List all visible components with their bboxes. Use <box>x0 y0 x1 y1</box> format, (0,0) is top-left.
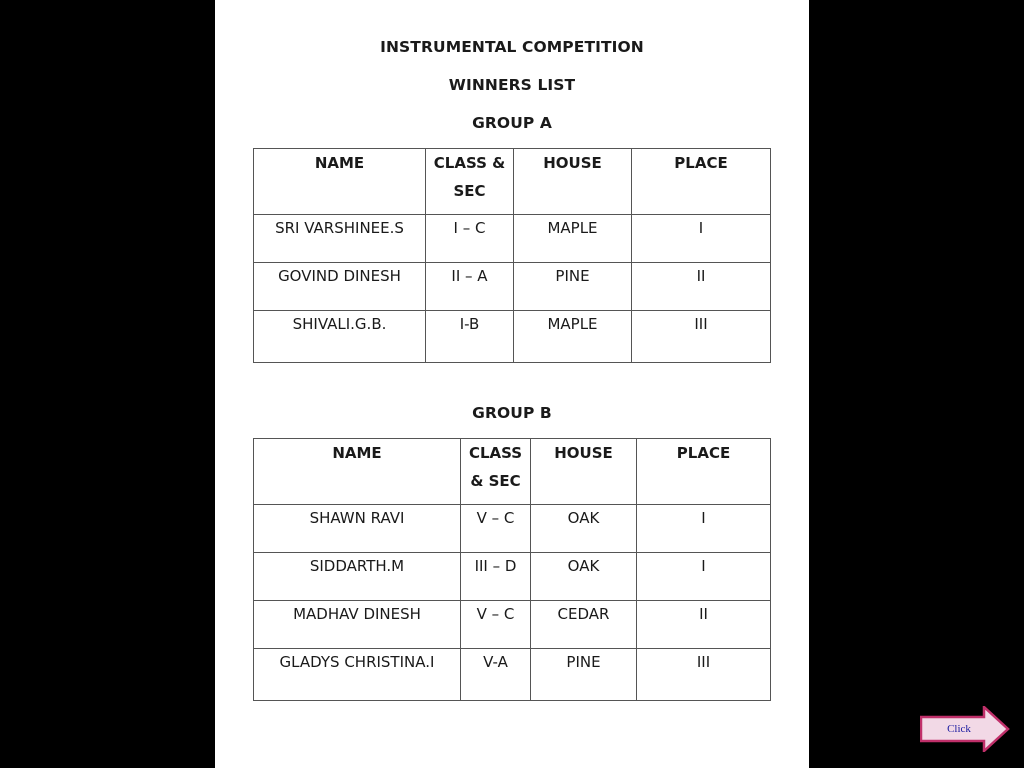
column-header-place: PLACE <box>632 149 771 215</box>
column-header-class-line2: & SEC <box>470 472 521 490</box>
winner-house: OAK <box>531 505 637 553</box>
winner-name: GLADYS CHRISTINA.I <box>254 649 461 701</box>
winner-place: III <box>637 649 771 701</box>
table-row <box>254 263 771 311</box>
document-title: INSTRUMENTAL COMPETITION <box>380 38 644 56</box>
column-header-house: HOUSE <box>531 439 637 505</box>
winner-name: SHIVALI.G.B. <box>254 311 426 363</box>
winner-name: GOVIND DINESH <box>254 263 426 311</box>
winner-class-sec: III – D <box>461 553 531 601</box>
winner-place: I <box>637 505 771 553</box>
column-header-name: NAME <box>254 149 426 215</box>
column-header-place: PLACE <box>637 439 771 505</box>
document-subtitle: WINNERS LIST <box>448 76 576 94</box>
table-header-row <box>254 439 771 505</box>
winner-place: II <box>637 601 771 649</box>
column-header-class-sec <box>426 149 514 215</box>
winner-name: SHAWN RAVI <box>254 505 461 553</box>
winner-class-sec: I-B <box>426 311 514 363</box>
group-b-heading: GROUP B <box>472 404 552 422</box>
group-a-heading: GROUP A <box>472 114 552 132</box>
winner-class-sec: V – C <box>461 505 531 553</box>
winner-place: III <box>632 311 771 363</box>
table-row <box>254 505 771 553</box>
table-row <box>254 215 771 263</box>
winner-place: I <box>632 215 771 263</box>
document-page <box>215 0 809 768</box>
winner-class-sec: II – A <box>426 263 514 311</box>
winner-place: I <box>637 553 771 601</box>
winner-house: MAPLE <box>514 215 632 263</box>
winner-name: MADHAV DINESH <box>254 601 461 649</box>
table-row <box>254 601 771 649</box>
winner-house: PINE <box>531 649 637 701</box>
column-header-class-sec <box>461 439 531 505</box>
winner-house: OAK <box>531 553 637 601</box>
column-header-name: NAME <box>254 439 461 505</box>
winner-name: SRI VARSHINEE.S <box>254 215 426 263</box>
column-header-class-line1: CLASS <box>468 444 523 462</box>
winner-place: II <box>632 263 771 311</box>
column-header-class-line1: CLASS & <box>433 154 506 172</box>
table-header-row <box>254 149 771 215</box>
winner-house: PINE <box>514 263 632 311</box>
next-slide-label[interactable]: Click <box>947 723 971 735</box>
winner-house: MAPLE <box>514 311 632 363</box>
group-b-table <box>253 438 771 701</box>
winner-class-sec: V – C <box>461 601 531 649</box>
table-row <box>254 649 771 701</box>
winner-class-sec: I – C <box>426 215 514 263</box>
winner-class-sec: V-A <box>461 649 531 701</box>
table-row <box>254 311 771 363</box>
group-a-table <box>253 148 771 363</box>
winner-house: CEDAR <box>531 601 637 649</box>
next-slide-button[interactable] <box>920 706 1010 752</box>
table-row <box>254 553 771 601</box>
column-header-house: HOUSE <box>514 149 632 215</box>
winner-name: SIDDARTH.M <box>254 553 461 601</box>
column-header-class-line2: SEC <box>453 182 486 200</box>
